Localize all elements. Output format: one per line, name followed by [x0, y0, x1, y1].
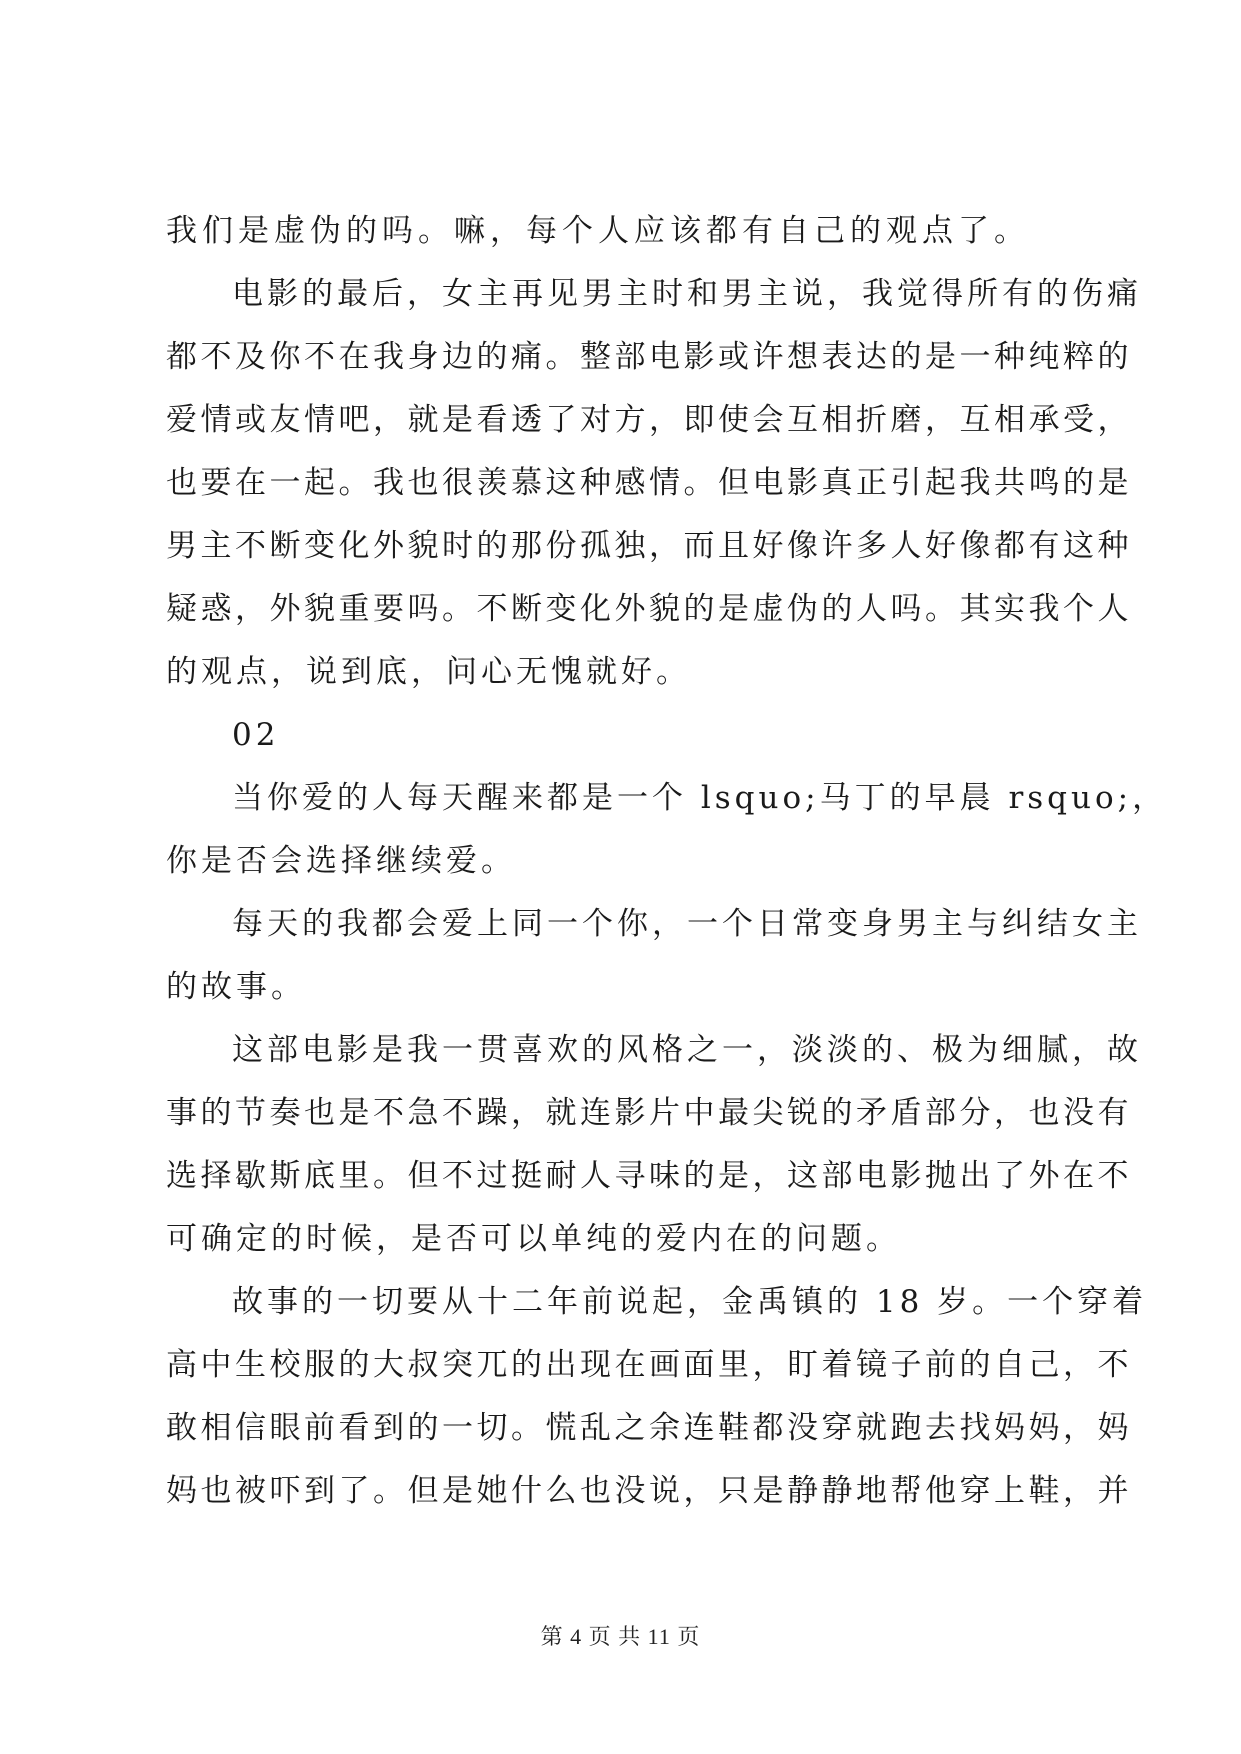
document-body [166, 200, 1168, 1523]
page-footer [0, 1620, 1241, 1651]
text-line: 电影的最后，女主再见男主时和男主说，我觉得所有的伤痛 [232, 276, 1142, 312]
text-line: 男主不断变化外貌时的那份孤独，而且好像许多人好像都有这种 [166, 528, 1132, 564]
text-line: 的故事。 [166, 969, 306, 1005]
paragraph-summary [166, 893, 1142, 1019]
text-line: 你是否会选择继续爱。 [166, 843, 516, 879]
paragraph-style [166, 1019, 1142, 1271]
text-line: 当你爱的人每天醒来都是一个 lsquo;马丁的早晨 rsquo;， [232, 780, 1168, 816]
text-line: 故事的一切要从十二年前说起，金禹镇的 18 岁。一个穿着 [232, 1284, 1148, 1320]
paragraph-question [166, 767, 1168, 893]
text-line: 爱情或友情吧，就是看透了对方，即使会互相折磨，互相承受， [166, 402, 1132, 438]
text-line: 这部电影是我一贯喜欢的风格之一，淡淡的、极为细腻，故 [232, 1032, 1142, 1068]
text-line: 敢相信眼前看到的一切。慌乱之余连鞋都没穿就跑去找妈妈，妈 [166, 1410, 1132, 1446]
paragraph-continued [166, 200, 1082, 263]
text-line: 妈也被吓到了。但是她什么也没说，只是静静地帮他穿上鞋，并 [166, 1473, 1132, 1509]
text-line: 的观点，说到底，问心无愧就好。 [166, 654, 691, 690]
paragraph-ending [166, 263, 1142, 704]
text-line: 每天的我都会爱上同一个你，一个日常变身男主与纠结女主 [232, 906, 1142, 942]
text-line: 选择歇斯底里。但不过挺耐人寻味的是，这部电影抛出了外在不 [166, 1158, 1132, 1194]
text-line: 我们是虚伪的吗。嘛，每个人应该都有自己的观点了。 [166, 213, 1030, 249]
section-number-text: 02 [232, 717, 280, 753]
section-number [166, 704, 1082, 767]
text-line: 事的节奏也是不急不躁，就连影片中最尖锐的矛盾部分，也没有 [166, 1095, 1132, 1131]
text-line: 也要在一起。我也很羡慕这种感情。但电影真正引起我共鸣的是 [166, 465, 1132, 501]
paragraph-story [166, 1271, 1148, 1523]
text-line: 都不及你不在我身边的痛。整部电影或许想表达的是一种纯粹的 [166, 339, 1132, 375]
text-line: 疑惑，外貌重要吗。不断变化外貌的是虚伪的人吗。其实我个人 [166, 591, 1132, 627]
text-line: 可确定的时候，是否可以单纯的爱内在的问题。 [166, 1221, 901, 1257]
page-indicator: 第 4 页 共 11 页 [540, 1624, 701, 1649]
text-line: 高中生校服的大叔突兀的出现在画面里，盯着镜子前的自己，不 [166, 1347, 1132, 1383]
